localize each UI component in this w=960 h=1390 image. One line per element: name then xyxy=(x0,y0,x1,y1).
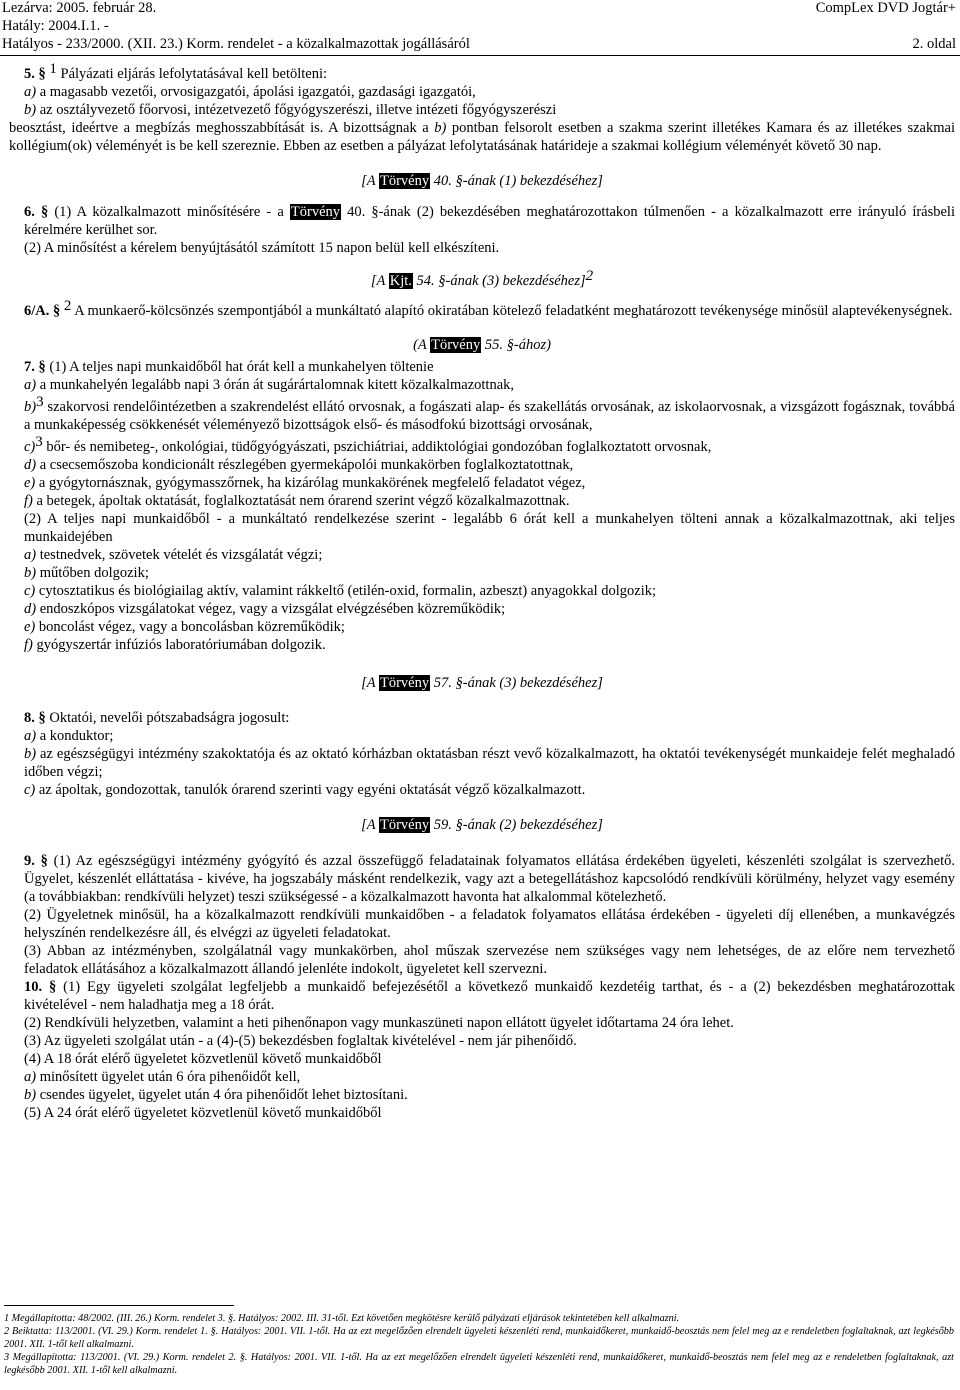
law-link[interactable]: Kjt. xyxy=(389,273,412,289)
footnote-ref[interactable]: 2 xyxy=(585,268,594,284)
list-item: a) a magasabb vezetői, orvosigazgatói, ápolási igazgatói, gazdasági igazgatói, xyxy=(24,84,476,100)
section-10-para-1: 10. § (1) Egy ügyeleti szolgálat legfeljebb a munkaidő befejezésétől a következő munkaidő kezdetéig tarthat, és - a (2) bekezdésben meghatározottak kivételével - nem haladhatja meg a 18 órát. xyxy=(24,979,956,1013)
section-5-intro: 5. § 1 Pályázati eljárás lefolytatásával kell betölteni: xyxy=(24,61,328,82)
section-number: 8. § xyxy=(24,710,46,726)
list-item: b) az egészségügyi intézmény szakoktatója és az oktató kórházban oktatásban részt vevő közalkalmazott, ha oktatói tevékenységét munkaideje felét meghaladó időben végzi; xyxy=(24,746,955,780)
footnote: 1 Megállapította: 48/2002. (III. 26.) Korm. rendelet 3. §. Hatályos: 2002. III. 31-től. Ezt követően megkötésre kerülő pályázati eljárások tekintetében kell alkalmazni. xyxy=(4,1313,680,1324)
list-item: b) csendes ügyelet, ügyelet után 4 óra pihenőidőt lehet biztosítani. xyxy=(24,1087,408,1103)
list-item: f) gyógyszertár infúziós laboratóriumában dolgozik. xyxy=(24,637,326,653)
footnote-ref[interactable]: 1 xyxy=(49,61,57,77)
list-item: b) műtőben dolgozik; xyxy=(24,565,149,581)
section-9-para-3: (3) Abban az intézményben, szolgálatnál vagy munkakörben, ahol műszak szervezése nem szükséges vagy nem lehetséges, de az előre nem tervezhető feladatok ellátásához a közalkalmazott állandó jelenléte indokolt, ügyeletet kell szervezni. xyxy=(24,943,955,977)
law-link[interactable]: Törvény xyxy=(431,337,481,353)
list-item: d) endoszkópos vizsgálatokat végez, vagy a vizsgálat elvégzésében közreműködik; xyxy=(24,601,506,617)
section-number: 10. § xyxy=(24,979,57,995)
section-7-intro: 7. § (1) A teljes napi munkaidőből hat órát kell a munkahelyen tölteniе xyxy=(24,359,434,375)
footnote-ref[interactable]: 3 xyxy=(36,394,44,410)
list-item: a) a konduktor; xyxy=(24,728,114,744)
section-10-list xyxy=(9,1068,955,1104)
section-number: 9. § xyxy=(24,853,48,869)
section-number: 6. § xyxy=(24,204,49,220)
section-6a: 6/A. § 2 A munkaerő-kölcsönzés szempontjából a munkáltató alapító okiratában kötelező feladatként meghatározott tevékenysége minősül alaptevékenységnek. xyxy=(24,298,953,319)
section-7-list-1 xyxy=(9,376,955,510)
effective-date: Hatály: 2004.I.1. - xyxy=(2,18,109,34)
footnote-ref[interactable]: 3 xyxy=(35,434,43,450)
section-6-para-2: (2) A minősítést a kérelem benyújtásától számított 15 napon belül kell elkészíteni. xyxy=(24,240,500,256)
source-reference: (A Törvény 55. §-ához) xyxy=(413,337,551,353)
section-8-list xyxy=(9,727,955,799)
list-item: c)3 bőr- és nemibeteg-, onkológiai, tüdőgyógyászati, pszichiátriai, addiktológiai gondozóban foglalkoztatott orvosnak, xyxy=(24,434,712,455)
list-item: b)3 szakorvosi rendelőintézetben a szakrendelést ellátó orvosnak, a fogászati alap- és szakellátás orvosának, az iskolaorvosnak, a vizsgázott fogásznak, továbbá a munkaképesség csökkenését véleményező bizottságok első- és másodfokú bizottsági orvosának, xyxy=(24,394,955,433)
footnote: 2 Beiktatta: 113/2001. (VI. 29.) Korm. rendelet 1. §. Hatályos: 2001. VII. 1-től. Ha az ezt megelőzően elrendelt ügyeleti készenléti rend, munkaidőkeret, munkaidő-beosztás nem felel meg az e rendeletben foglaltaknak, azt legkésőbb 2001. XII. 1-től kell alkalmazni. xyxy=(4,1326,954,1350)
section-7-list-2 xyxy=(9,546,955,654)
section-number: 7. § xyxy=(24,359,46,375)
source-reference: [A Törvény 57. §-ának (3) bekezdéséhez] xyxy=(361,675,603,691)
list-item: c) az ápoltak, gondozottak, tanulók órarend szerinti vagy egyéni oktatását végző közalkalmazott. xyxy=(24,782,586,798)
source-reference: [A Kjt. 54. §-ának (3) bekezdéséhez]2 xyxy=(370,268,594,289)
product-name: CompLex DVD Jogtár+ xyxy=(815,0,956,16)
document-title: Hatályos - 233/2000. (XII. 23.) Korm. rendelet - a közalkalmazottak jogállásáról xyxy=(2,36,470,52)
footnote-ref[interactable]: 2 xyxy=(63,298,72,314)
section-5-continuation: beosztást, ideértve a megbízás meghosszabbítását is. A bizottságnak a b) pontban felsorolt esetben a szakma szerint illetékes Kamara és az illetékes szakmai kollégium(ok) véleményét is be kell szereznie. Ebben az esetben a pályázat lefolytatásának határideje a szakmai kollégium véleményét követő 30 nap. xyxy=(9,120,955,154)
document-body xyxy=(9,61,956,1122)
footnotes xyxy=(4,1312,954,1377)
page-number: 2. oldal xyxy=(912,36,956,52)
header-divider xyxy=(0,55,960,56)
section-9-para-2: (2) Ügyeletnek minősül, ha a közalkalmazott rendkívüli munkaidőben - a feladatok folyamatos ellátása érdekében - ügyeleti díj ellenében, a munkavégzés helyszínén rendelkezésre áll, és elvégzi az ügyeleti feladatokat. xyxy=(24,907,955,941)
list-item: a) testnedvek, szövetek vételét és vizsgálatát végzi; xyxy=(24,547,323,563)
list-item: b) az osztályvezető főorvosi, intézetvezető főgyógyszerészi, illetve intézeti főgyógyszerészi xyxy=(24,102,557,118)
footnote-divider xyxy=(4,1305,234,1306)
law-link[interactable]: Törvény xyxy=(380,173,430,189)
list-item: f) a betegek, ápoltak oktatását, foglalkoztatását nem órarend szerint végző közalkalmazottnak. xyxy=(24,493,570,509)
law-link[interactable]: Törvény xyxy=(380,817,430,833)
section-10-para-2: (2) Rendkívüli helyzetben, valamint a heti pihenőnapon vagy munkaszüneti napon ellátott ügyelet időtartama 24 óra lehet. xyxy=(24,1015,734,1031)
source-reference: [A Törvény 59. §-ának (2) bekezdéséhez] xyxy=(361,817,603,833)
section-number: 6/A. § xyxy=(24,303,61,319)
closing-date: Lezárva: 2005. február 28. xyxy=(2,0,157,16)
section-10-para-4: (4) A 18 órát elérő ügyeletet közvetlenül követő munkaidőből xyxy=(24,1051,382,1067)
section-10-para-3: (3) Az ügyeleti szolgálat után - a (4)-(5) bekezdésben foglaltak kivételével - nem jár pihenőidő. xyxy=(24,1033,577,1049)
list-item: c) cytosztatikus és biológiailag aktív, valamint rákkeltő (etilén-oxid, formalin, azbeszt) anyagokkal dolgozik; xyxy=(24,583,657,599)
list-item: e) boncolást végez, vagy a boncolásban közreműködik; xyxy=(24,619,345,635)
section-6-para-1: 6. § (1) A közalkalmazott minősítésére - a Törvény 40. §-ának (2) bekezdésében meghatározottakon túlmenően - a közalkalmazott erre irányuló írásbeli kérelmére kerülhet sor. xyxy=(24,204,955,238)
footnote: 3 Megállapította: 113/2001. (VI. 29.) Korm. rendelet 2. §. Hatályos: 2001. VII. 1-től. Ha az ezt megelőzően elrendelt ügyeleti készenléti rend, munkaidőkeret, munkaidő-beosztás nem felel meg az e rendeletben foglaltaknak, azt legkésőbb 2001. XII. 1-től kell alkalmazni. xyxy=(4,1352,954,1376)
source-reference: [A Törvény 40. §-ának (1) bekezdéséhez] xyxy=(361,173,603,189)
law-link[interactable]: Törvény xyxy=(290,204,341,220)
list-item: a) minősített ügyelet után 6 óra pihenőidőt kell, xyxy=(24,1069,301,1085)
law-link[interactable]: Törvény xyxy=(380,675,430,691)
section-9-para-1: 9. § (1) Az egészségügyi intézmény gyógyító és azzal összefüggő feladatainak folyamatos ellátása érdekében ügyeleti, készenléti szolgálat is szervezhető. Ügyelet, készenlét elláttatása - kivéve, ha jogszabály másként rendelkezik, vagy azt a betegellátáshoz kapcsolódó rendkívüli körülmény, helyzet vagy esemény (a továbbiakban: rendkívüli helyzet) teszi szükségessé - a közalkalmazott havonta hat alkalommal kötelezhető. xyxy=(24,853,955,905)
section-10-para-5: (5) A 24 órát elérő ügyeletet közvetlenül követő munkaidőből xyxy=(24,1105,382,1121)
section-7-para-2: (2) A teljes napi munkaidőből - a munkáltató rendelkezése szerint - legalább 6 órát kell a munkahelyen tölteni annak a közalkalmazottnak, aki teljes munkaidejében xyxy=(24,511,955,545)
section-number: 5. § xyxy=(24,66,46,82)
section-8-intro: 8. § Oktatói, nevelői pótszabadságra jogosult: xyxy=(24,710,290,726)
list-item: a) a munkahelyén legalább napi 3 órán át sugárártalomnak kitett közalkalmazottnak, xyxy=(24,377,515,393)
list-item: d) a csecsemőszoba kondicionált részlegében gyermekápolói munkakörben foglalkoztatottnak, xyxy=(24,457,574,473)
list-item: e) a gyógytornásznak, gyógymasszőrnek, ha kizárólag munkakörének megfelelő feladatot végez, xyxy=(24,475,586,491)
